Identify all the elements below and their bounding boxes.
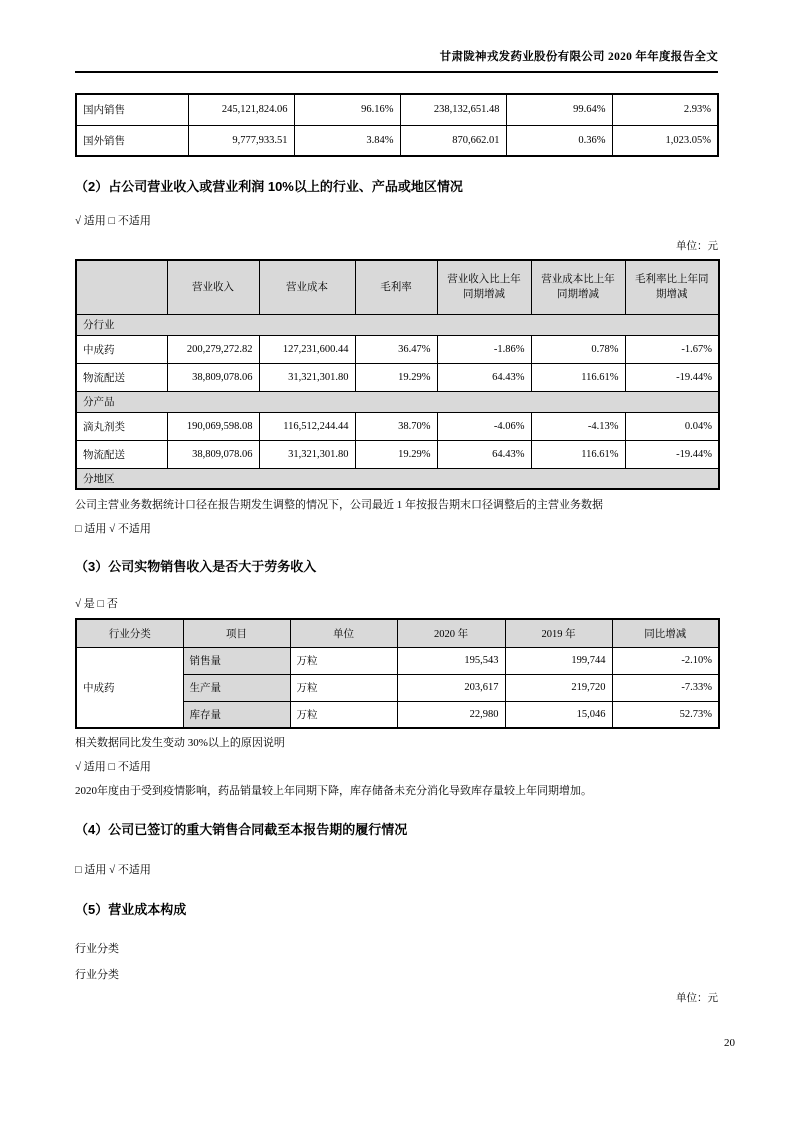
col-header-blank xyxy=(76,260,167,314)
col-header-margin: 毛利率 xyxy=(355,260,437,314)
item-cell: 库存量 xyxy=(183,701,290,728)
row-label: 物流配送 xyxy=(76,440,167,468)
domestic-foreign-sales-table xyxy=(75,93,719,157)
amount-2020: 9,777,933.51 xyxy=(188,125,294,156)
row-label: 滴丸剂类 xyxy=(76,412,167,440)
industry-classification-line: 行业分类 xyxy=(75,969,119,981)
value-2020: 22,980 xyxy=(397,701,505,728)
section-4-heading: （4）公司已签订的重大销售合同截至本报告期的履行情况 xyxy=(75,822,408,837)
yoy-change: -2.10% xyxy=(612,647,719,674)
table-row xyxy=(76,363,719,391)
section-4-applicability-line: □ 适用 √ 不适用 xyxy=(75,864,151,876)
col-header-revenue-yoy: 营业收入比上年同期增减 xyxy=(437,260,531,314)
revenue: 38,809,078.06 xyxy=(167,363,259,391)
table-row xyxy=(76,125,718,156)
row-label: 物流配送 xyxy=(76,363,167,391)
margin-yoy: -19.44% xyxy=(625,363,719,391)
margin-yoy: -19.44% xyxy=(625,440,719,468)
col-header-2020: 2020 年 xyxy=(397,619,505,647)
revenue: 200,279,272.82 xyxy=(167,335,259,363)
table-row xyxy=(76,647,719,674)
table-row xyxy=(76,94,718,125)
pct-2019: 0.36% xyxy=(506,125,612,156)
item-cell: 销售量 xyxy=(183,647,290,674)
col-header-item: 项目 xyxy=(183,619,290,647)
row-label: 国外销售 xyxy=(76,125,188,156)
note-applicability-line: □ 适用 √ 不适用 xyxy=(75,523,151,535)
margin: 19.29% xyxy=(355,440,437,468)
value-2020: 195,543 xyxy=(397,647,505,674)
yoy-change: -7.33% xyxy=(612,674,719,701)
section-5-heading: （5）营业成本构成 xyxy=(75,902,187,917)
value-2020: 203,617 xyxy=(397,674,505,701)
margin-yoy: 0.04% xyxy=(625,412,719,440)
unit-cell: 万粒 xyxy=(290,701,397,728)
unit-cell: 万粒 xyxy=(290,647,397,674)
margin-yoy: -1.67% xyxy=(625,335,719,363)
value-2019: 219,720 xyxy=(505,674,612,701)
change-reason-note: 相关数据同比发生变动 30%以上的原因说明 xyxy=(75,737,285,749)
amount-2019: 238,132,651.48 xyxy=(400,94,506,125)
col-header-cost: 营业成本 xyxy=(259,260,355,314)
yoy-change: 1,023.05% xyxy=(612,125,718,156)
group-label: 分行业 xyxy=(76,314,719,335)
col-header-yoy: 同比增减 xyxy=(612,619,719,647)
margin: 36.47% xyxy=(355,335,437,363)
page-header-title: 甘肃陇神戎发药业股份有限公司 2020 年年度报告全文 xyxy=(439,51,718,63)
header-row xyxy=(76,260,719,314)
col-header-unit: 单位 xyxy=(290,619,397,647)
value-2019: 199,744 xyxy=(505,647,612,674)
cost: 31,321,301.80 xyxy=(259,363,355,391)
col-header-margin-yoy: 毛利率比上年同期增减 xyxy=(625,260,719,314)
section-2-applicability-line: √ 适用 □ 不适用 xyxy=(75,215,151,227)
unit-label: 单位：元 xyxy=(676,241,718,252)
cost-yoy: -4.13% xyxy=(531,412,625,440)
revenue: 38,809,078.06 xyxy=(167,440,259,468)
unit-cell: 万粒 xyxy=(290,674,397,701)
amount-2019: 870,662.01 xyxy=(400,125,506,156)
row-label: 国内销售 xyxy=(76,94,188,125)
table-row xyxy=(76,335,719,363)
group-row-region xyxy=(76,468,719,489)
pct-2020: 96.16% xyxy=(294,94,400,125)
header-divider xyxy=(75,71,718,73)
revenue: 190,069,598.08 xyxy=(167,412,259,440)
operations-breakdown-table xyxy=(75,259,720,490)
yoy-change: 52.73% xyxy=(612,701,719,728)
row-label: 中成药 xyxy=(76,335,167,363)
col-header-cost-yoy: 营业成本比上年同期增减 xyxy=(531,260,625,314)
statistics-adjustment-note: 公司主营业务数据统计口径在报告期发生调整的情况下，公司最近 1 年按报告期末口径调整后的主营业务数据 xyxy=(75,499,603,511)
col-header-2019: 2019 年 xyxy=(505,619,612,647)
col-header-revenue: 营业收入 xyxy=(167,260,259,314)
group-label: 分产品 xyxy=(76,391,719,412)
item-cell: 生产量 xyxy=(183,674,290,701)
revenue-yoy: -4.06% xyxy=(437,412,531,440)
pct-2020: 3.84% xyxy=(294,125,400,156)
group-label: 分地区 xyxy=(76,468,719,489)
table-row xyxy=(76,440,719,468)
table-row xyxy=(76,412,719,440)
sales-volume-table xyxy=(75,618,720,729)
group-row-industry xyxy=(76,314,719,335)
revenue-yoy: 64.43% xyxy=(437,440,531,468)
cost: 127,231,600.44 xyxy=(259,335,355,363)
amount-2020: 245,121,824.06 xyxy=(188,94,294,125)
value-2019: 15,046 xyxy=(505,701,612,728)
cost: 31,321,301.80 xyxy=(259,440,355,468)
revenue-yoy: 64.43% xyxy=(437,363,531,391)
cost: 116,512,244.44 xyxy=(259,412,355,440)
section-3-heading: （3）公司实物销售收入是否大于劳务收入 xyxy=(75,559,317,574)
unit-label: 单位：元 xyxy=(676,993,718,1004)
header-row xyxy=(76,619,719,647)
col-header-industry-class: 行业分类 xyxy=(76,619,183,647)
industry-cell: 中成药 xyxy=(76,647,183,728)
section-2-heading: （2）占公司营业收入或营业利润 10%以上的行业、产品或地区情况 xyxy=(75,179,463,194)
yoy-change: 2.93% xyxy=(612,94,718,125)
cost-yoy: 116.61% xyxy=(531,440,625,468)
industry-classification-line: 行业分类 xyxy=(75,943,119,955)
group-row-product xyxy=(76,391,719,412)
pct-2019: 99.64% xyxy=(506,94,612,125)
cost-yoy: 0.78% xyxy=(531,335,625,363)
change-applicability-line: √ 适用 □ 不适用 xyxy=(75,761,151,773)
section-3-yes-no-line: √ 是 □ 否 xyxy=(75,598,118,610)
margin: 38.70% xyxy=(355,412,437,440)
page-number: 20 xyxy=(724,1037,735,1049)
margin: 19.29% xyxy=(355,363,437,391)
change-explanation: 2020年度由于受到疫情影响，药品销量较上年同期下降，库存储备未充分消化导致库存量较上年同期增加。 xyxy=(75,785,592,797)
cost-yoy: 116.61% xyxy=(531,363,625,391)
revenue-yoy: -1.86% xyxy=(437,335,531,363)
